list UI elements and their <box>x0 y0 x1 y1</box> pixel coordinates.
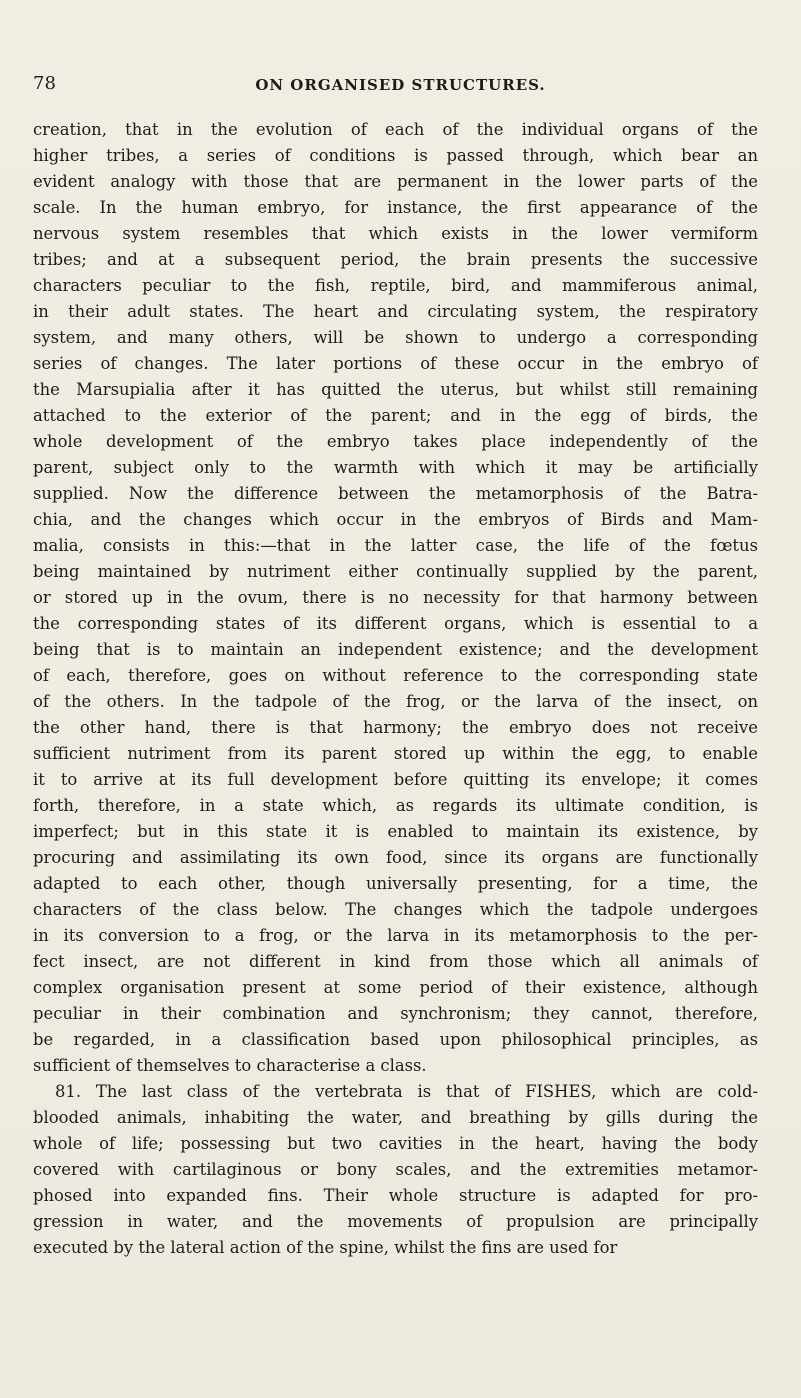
text-line: imperfect; but in this state it is enabled to maintain its existence, by <box>33 822 758 841</box>
text-line: gression in water, and the movements of propulsion are principally <box>33 1212 758 1231</box>
text-line: executed by the lateral action of the spine, whilst the fins are used for <box>33 1238 618 1257</box>
body-text <box>33 117 758 1261</box>
text-line: supplied. Now the difference between the metamorphosis of the Batra- <box>33 484 758 503</box>
text-line: in its conversion to a frog, or the larva in its metamorphosis to the per- <box>33 926 758 945</box>
text-line: higher tribes, a series of conditions is passed through, which bear an <box>33 146 758 165</box>
text-line: procuring and assimilating its own food, since its organs are functionally <box>33 848 758 867</box>
text-line: or stored up in the ovum, there is no necessity for that harmony between <box>33 588 758 607</box>
text-line: sufficient nutriment from its parent stored up within the egg, to enable <box>33 744 758 763</box>
text-line: in their adult states. The heart and circulating system, the respiratory <box>33 302 758 321</box>
text-line: characters peculiar to the fish, reptile, bird, and mammiferous animal, <box>33 276 758 295</box>
page-number: 78 <box>33 73 56 94</box>
text-line: blooded animals, inhabiting the water, and breathing by gills during the <box>33 1108 758 1127</box>
text-line: tribes; and at a subsequent period, the brain presents the successive <box>33 250 758 269</box>
text-line: be regarded, in a classification based upon philosophical principles, as <box>33 1030 758 1049</box>
text-line: it to arrive at its full development before quitting its envelope; it comes <box>33 770 758 789</box>
text-line: adapted to each other, though universally presenting, for a time, the <box>33 874 758 893</box>
text-line: nervous system resembles that which exists in the lower vermiform <box>33 224 758 243</box>
text-line: series of changes. The later portions of these occur in the embryo of <box>33 354 758 373</box>
text-line: attached to the exterior of the parent; and in the egg of birds, the <box>33 406 758 425</box>
text-line: peculiar in their combination and synchronism; they cannot, therefore, <box>33 1004 758 1023</box>
text-line: characters of the class below. The changes which the tadpole undergoes <box>33 900 758 919</box>
text-line: scale. In the human embryo, for instance, the first appearance of the <box>33 198 758 217</box>
text-line: the corresponding states of its different organs, which is essential to a <box>33 614 758 633</box>
text-line: whole of life; possessing but two cavities in the heart, having the body <box>33 1134 758 1153</box>
text-line: complex organisation present at some period of their existence, although <box>33 978 758 997</box>
text-line: the other hand, there is that harmony; the embryo does not receive <box>33 718 758 737</box>
text-line: phosed into expanded fins. Their whole structure is adapted for pro- <box>33 1186 758 1205</box>
text-line: creation, that in the evolution of each of the individual organs of the <box>33 120 758 139</box>
text-line: malia, consists in this:—that in the latter case, the life of the fœtus <box>33 536 758 555</box>
text-line: whole development of the embryo takes place independently of the <box>33 432 758 451</box>
text-line: sufficient of themselves to characterise a class. <box>33 1056 427 1075</box>
page-header <box>33 73 768 99</box>
text-line: being maintained by nutriment either continually supplied by the parent, <box>33 562 758 581</box>
text-line: being that is to maintain an independent existence; and the development <box>33 640 758 659</box>
running-head: ON ORGANISED STRUCTURES. <box>255 76 546 94</box>
text-line: parent, subject only to the warmth with which it may be artificially <box>33 458 758 477</box>
text-line: covered with cartilaginous or bony scales, and the extremities metamor- <box>33 1160 758 1179</box>
text-line: the Marsupialia after it has quitted the uterus, but whilst still remaining <box>33 380 758 399</box>
text-line: evident analogy with those that are permanent in the lower parts of the <box>33 172 758 191</box>
text-line: forth, therefore, in a state which, as regards its ultimate condition, is <box>33 796 758 815</box>
paragraph-81-start: 81. The last class of the vertebrata is that of FISHES, which are cold- <box>55 1082 758 1101</box>
text-line: fect insect, are not different in kind from those which all animals of <box>33 952 758 971</box>
text-line: of each, therefore, goes on without reference to the corresponding state <box>33 666 758 685</box>
text-line: chia, and the changes which occur in the embryos of Birds and Mam- <box>33 510 758 529</box>
text-line: system, and many others, will be shown to undergo a corresponding <box>33 328 758 347</box>
text-line: of the others. In the tadpole of the frog, or the larva of the insect, on <box>33 692 758 711</box>
